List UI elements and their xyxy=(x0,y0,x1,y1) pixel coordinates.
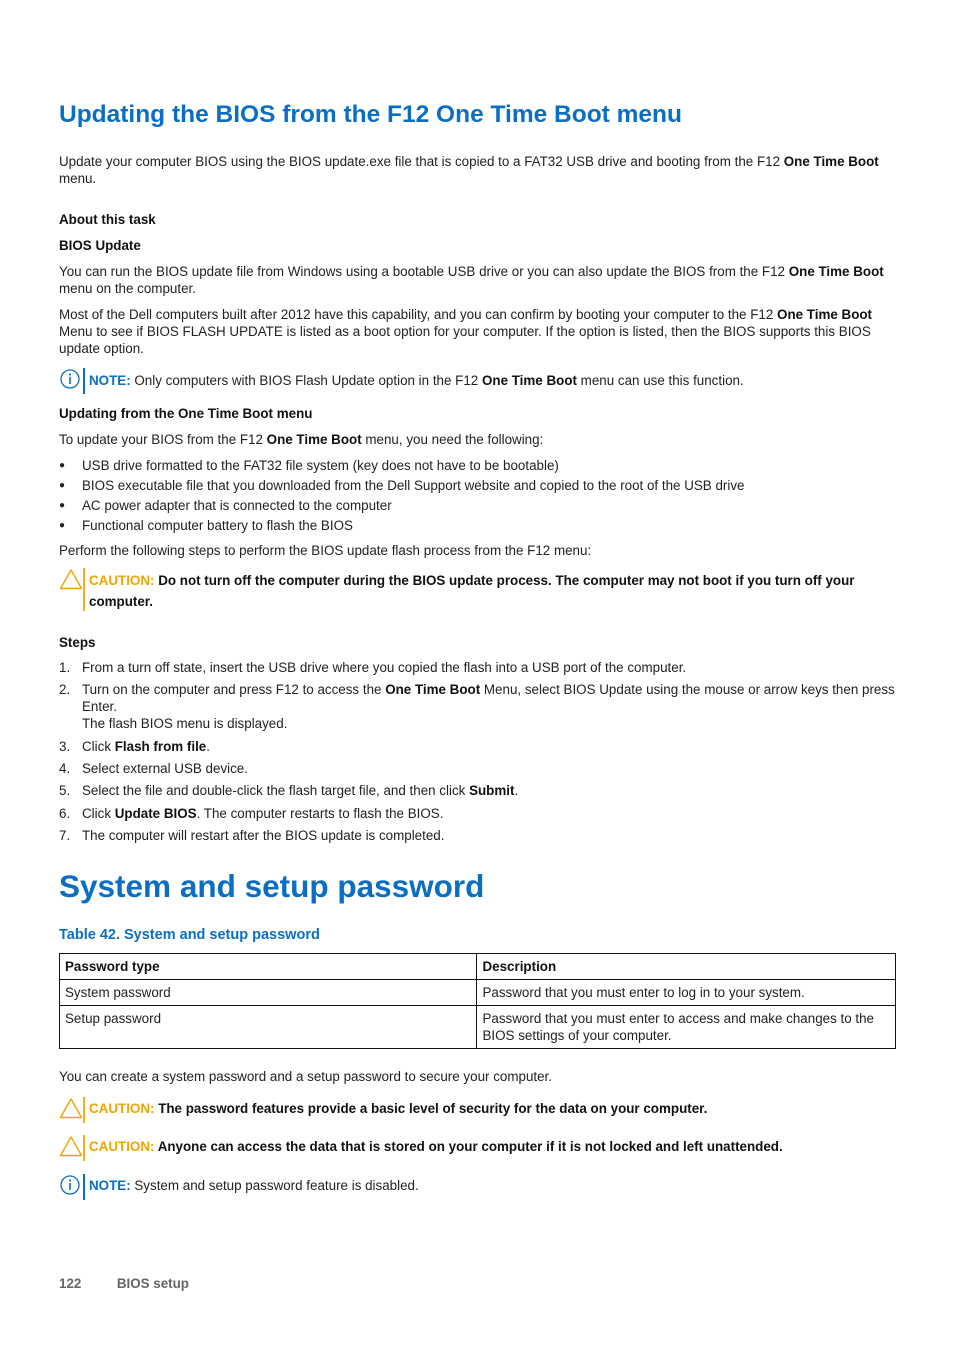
bios-update-paragraph-1 xyxy=(59,263,896,297)
table-cell: Password that you must enter to access and make changes to the BIOS settings of your computer. xyxy=(477,1006,896,1049)
step-number: 4. xyxy=(59,761,71,776)
step-item xyxy=(59,805,896,827)
page-number: 122 xyxy=(59,1276,82,1291)
list-item: ● Functional computer battery to flash the BIOS xyxy=(59,517,896,537)
note1-bold: One Time Boot xyxy=(481,373,577,388)
caution-callout-2 xyxy=(59,1097,896,1123)
caution-callout-1 xyxy=(59,568,896,612)
caution-label: CAUTION: xyxy=(89,1101,155,1116)
note-label: NOTE: xyxy=(89,373,131,388)
step-text: Select the file and double-click the flash target file, and then click xyxy=(82,783,470,798)
warning-icon xyxy=(59,1135,83,1157)
step-text-end: Menu, select BIOS Update using the mouse or arrow keys then press Enter. xyxy=(82,682,895,714)
section-title-bios-f12: Updating the BIOS from the F12 One Time Boot menu xyxy=(59,101,682,128)
step-text-end: . The computer restarts to flash the BIOS. xyxy=(196,806,444,821)
step-number: 2. xyxy=(59,682,71,697)
password-table xyxy=(59,953,896,1049)
caution-text-3 xyxy=(89,1135,783,1155)
para2-text-end: Menu to see if BIOS FLASH UPDATE is listed as a boot option for your computer. If the option is listed, then the BIOS supports this BIOS update option. xyxy=(59,324,871,356)
step-item xyxy=(59,681,896,738)
step-text: Turn on the computer and press F12 to access the xyxy=(82,682,386,697)
step-text: From a turn off state, insert the USB drive where you copied the flash into a USB port of the computer. xyxy=(82,660,687,675)
para3-bold: One Time Boot xyxy=(266,432,362,447)
table-caption: Table 42. System and setup password xyxy=(59,927,320,943)
step-text-end: . xyxy=(514,783,519,798)
note-callout-1 xyxy=(59,368,896,394)
para3-text-end: menu, you need the following: xyxy=(361,432,544,447)
requirements-intro xyxy=(59,431,896,448)
note-bar xyxy=(83,368,85,394)
step-text: Select external USB device. xyxy=(82,761,248,776)
table-header-row xyxy=(60,954,896,980)
info-icon xyxy=(59,368,83,390)
step-text-end: . xyxy=(206,739,210,754)
requirements-list xyxy=(59,457,896,537)
step-item xyxy=(59,760,896,782)
step-bold: Submit xyxy=(469,783,515,798)
intro-text: Update your computer BIOS using the BIOS update.exe file that is copied to a FAT32 USB drive and booting from the F12 xyxy=(59,154,784,169)
note1-text: Only computers with BIOS Flash Update option in the F12 xyxy=(130,373,482,388)
note-text-1 xyxy=(89,368,744,389)
intro-paragraph xyxy=(59,153,896,187)
caution-text-1 xyxy=(89,568,896,612)
page-footer xyxy=(59,1276,189,1291)
step-item xyxy=(59,827,896,849)
para1-text-end: menu on the computer. xyxy=(59,281,196,296)
list-item: ● USB drive formatted to the FAT32 file system (key does not have to be bootable) xyxy=(59,457,896,477)
caution-text-2 xyxy=(89,1097,707,1117)
step-number: 5. xyxy=(59,783,71,798)
para3-text: To update your BIOS from the F12 xyxy=(59,432,267,447)
step-bold: Flash from file xyxy=(114,739,207,754)
note2-text: System and setup password feature is disabled. xyxy=(130,1178,419,1193)
table-cell: Password that you must enter to log in to your system. xyxy=(477,980,896,1006)
intro-text-end: menu. xyxy=(59,171,97,186)
step-number: 6. xyxy=(59,806,71,821)
step-text: Click xyxy=(82,739,115,754)
note-callout-2 xyxy=(59,1174,896,1200)
section-title-password: System and setup password xyxy=(59,868,485,904)
password-paragraph: You can create a system password and a setup password to secure your computer. xyxy=(59,1069,552,1084)
warning-icon xyxy=(59,1097,83,1119)
footer-section: BIOS setup xyxy=(116,1276,189,1291)
caution1-text: Do not turn off the computer during the BIOS update process. The computer may not boot if you turn off your computer. xyxy=(89,573,855,609)
caution-bar xyxy=(83,1097,85,1123)
table-header-cell: Description xyxy=(477,954,896,980)
note-bar xyxy=(83,1174,85,1200)
table-cell: System password xyxy=(60,980,477,1006)
step-number: 1. xyxy=(59,660,71,675)
note1-text-end: menu can use this function. xyxy=(576,373,744,388)
step-text: The computer will restart after the BIOS update is completed. xyxy=(82,828,445,843)
caution-label: CAUTION: xyxy=(89,1139,155,1154)
bios-update-paragraph-2 xyxy=(59,306,896,357)
note-text-2 xyxy=(89,1174,419,1194)
step-text: Click xyxy=(82,806,115,821)
step-number: 7. xyxy=(59,828,71,843)
step-number: 3. xyxy=(59,739,71,754)
step-result: The flash BIOS menu is displayed. xyxy=(82,716,288,731)
step-bold: One Time Boot xyxy=(385,682,481,697)
steps-list xyxy=(59,659,896,849)
table-row xyxy=(60,980,896,1006)
table-row xyxy=(60,1006,896,1049)
step-item xyxy=(59,659,896,681)
step-item xyxy=(59,782,896,805)
info-icon xyxy=(59,1174,83,1196)
intro-bold: One Time Boot xyxy=(783,154,879,169)
table-cell: Setup password xyxy=(60,1006,477,1049)
caution-callout-3 xyxy=(59,1135,896,1161)
para1-bold: One Time Boot xyxy=(788,264,884,279)
note-label: NOTE: xyxy=(89,1178,131,1193)
steps-heading: Steps xyxy=(59,635,96,650)
caution-bar xyxy=(83,1135,85,1161)
caution3-text: Anyone can access the data that is stored on your computer if it is not locked and left unattended. xyxy=(154,1139,783,1154)
warning-icon xyxy=(59,568,83,590)
caution-bar xyxy=(83,568,85,611)
steps-intro: Perform the following steps to perform the BIOS update flash process from the F12 menu: xyxy=(59,543,592,558)
step-bold: Update BIOS xyxy=(114,806,197,821)
list-item: ● BIOS executable file that you downloaded from the Dell Support website and copied to the root of the USB drive xyxy=(59,477,896,497)
caution-label: CAUTION: xyxy=(89,573,155,588)
about-task-heading: About this task xyxy=(59,212,156,227)
para1-text: You can run the BIOS update file from Windows using a bootable USB drive or you can also update the BIOS from the F12 xyxy=(59,264,789,279)
caution2-text: The password features provide a basic level of security for the data on your computer. xyxy=(154,1101,708,1116)
step-item xyxy=(59,738,896,760)
para2-bold: One Time Boot xyxy=(777,307,873,322)
bios-update-heading: BIOS Update xyxy=(59,238,141,253)
updating-heading: Updating from the One Time Boot menu xyxy=(59,406,313,421)
table-header-cell: Password type xyxy=(60,954,477,980)
para2-text: Most of the Dell computers built after 2012 have this capability, and you can confirm by booting your computer to the F12 xyxy=(59,307,778,322)
list-item: ● AC power adapter that is connected to the computer xyxy=(59,497,896,517)
